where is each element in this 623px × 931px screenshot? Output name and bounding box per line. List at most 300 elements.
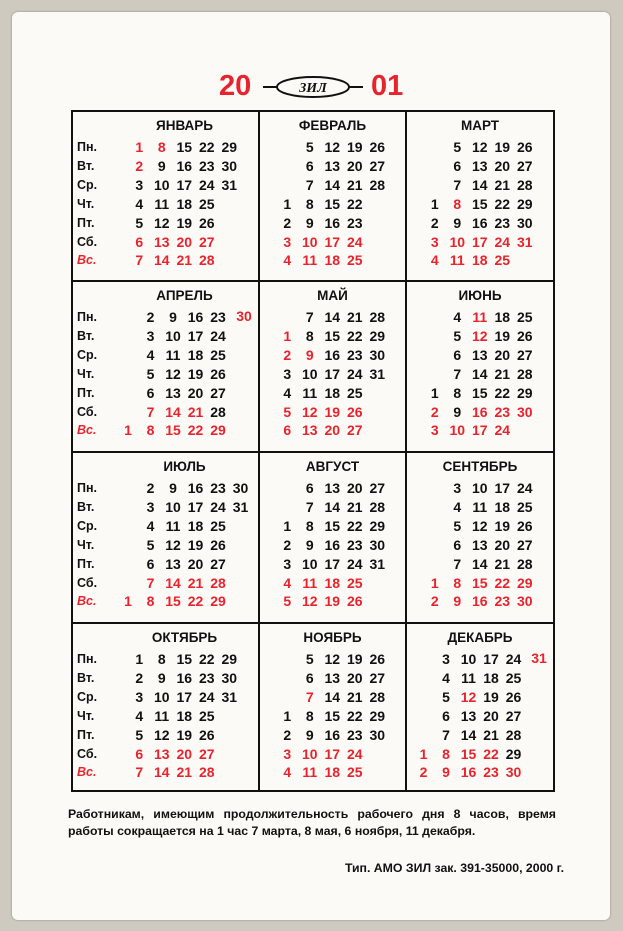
day-number: 12 <box>324 651 341 667</box>
day-number: 16 <box>471 214 488 231</box>
day-number: 24 <box>346 365 363 382</box>
day-number: 20 <box>176 233 193 250</box>
day-number: 26 <box>516 139 533 155</box>
day-number: 22 <box>198 139 215 155</box>
day-number: 31 <box>369 555 386 572</box>
day-number: 20 <box>346 157 363 174</box>
day-number: 19 <box>346 139 363 155</box>
day-number: 30 <box>232 480 249 496</box>
day-number: 16 <box>324 536 341 553</box>
day-number: 30 <box>221 157 238 174</box>
day-number: 24 <box>198 176 215 193</box>
weekday-label: Чт. <box>77 708 95 723</box>
day-number: 28 <box>369 688 386 705</box>
day-number: 9 <box>305 726 314 743</box>
day-number: 11 <box>449 252 465 269</box>
day-number: 9 <box>305 536 314 553</box>
month-name: ДЕКАБРЬ <box>447 630 513 645</box>
day-number: 28 <box>198 252 215 269</box>
day-number: 22 <box>483 745 499 762</box>
day-number: 22 <box>346 707 363 724</box>
day-number: 1 <box>124 593 132 610</box>
day-number: 7 <box>146 403 155 420</box>
day-number: 12 <box>471 139 488 155</box>
day-number: 22 <box>494 384 511 401</box>
day-number: 5 <box>283 593 292 610</box>
day-number: 21 <box>176 252 193 269</box>
day-number: 27 <box>198 745 215 762</box>
day-number: 1 <box>135 139 144 155</box>
day-number: 5 <box>453 139 462 155</box>
day-number: 9 <box>169 480 177 496</box>
day-number: 7 <box>305 498 314 515</box>
day-number: 27 <box>516 157 533 174</box>
day-number: 27 <box>505 707 522 724</box>
day-number: 13 <box>460 707 477 724</box>
weekday-label: Вс. <box>77 765 97 780</box>
day-number: 21 <box>346 176 363 193</box>
day-number: 21 <box>346 309 363 325</box>
day-number: 18 <box>471 252 488 269</box>
day-number: 12 <box>471 327 488 344</box>
day-number: 21 <box>187 574 204 591</box>
day-number: 7 <box>305 176 314 193</box>
day-number: 14 <box>153 764 170 781</box>
day-number: 30 <box>369 726 386 743</box>
day-number: 25 <box>210 517 226 534</box>
day-number: 15 <box>460 745 477 762</box>
day-number: 15 <box>471 574 488 591</box>
day-number: 9 <box>305 346 314 363</box>
day-number: 11 <box>472 309 488 325</box>
weekday-label: Вт. <box>77 158 95 173</box>
day-number: 6 <box>305 669 314 686</box>
day-number: 25 <box>198 195 215 212</box>
day-number: 10 <box>449 233 466 250</box>
day-number: 12 <box>324 139 341 155</box>
day-number: 17 <box>471 422 488 439</box>
day-number: 25 <box>210 346 226 363</box>
weekday-label: Чт. <box>77 366 95 381</box>
month-block <box>111 282 258 452</box>
day-number: 14 <box>324 309 341 325</box>
day-number: 2 <box>283 536 292 553</box>
day-number: 14 <box>471 365 488 382</box>
day-number: 10 <box>153 176 170 193</box>
day-number: 3 <box>146 327 155 344</box>
day-number: 6 <box>453 157 462 174</box>
day-number: 23 <box>494 593 511 610</box>
month-name: ИЮЛЬ <box>163 459 206 474</box>
day-number: 19 <box>494 139 511 155</box>
day-number: 3 <box>146 498 155 515</box>
day-number: 28 <box>210 403 226 420</box>
day-number: 6 <box>135 233 144 250</box>
day-number: 3 <box>135 688 144 705</box>
day-number-overflow: 30 <box>236 308 252 324</box>
day-number: 27 <box>516 346 533 363</box>
day-number: 19 <box>187 365 204 382</box>
day-number: 19 <box>346 651 363 667</box>
day-number: 25 <box>198 707 215 724</box>
day-number: 9 <box>305 214 314 231</box>
month-block <box>111 112 258 282</box>
day-number: 10 <box>471 480 488 496</box>
day-number: 4 <box>135 195 144 212</box>
day-number: 23 <box>346 346 363 363</box>
day-number: 23 <box>346 726 363 743</box>
day-number: 25 <box>516 309 533 325</box>
day-number: 15 <box>471 384 488 401</box>
day-number: 9 <box>453 403 462 420</box>
day-number: 26 <box>505 688 522 705</box>
day-number: 14 <box>324 498 341 515</box>
day-number: 11 <box>302 384 318 401</box>
day-number: 2 <box>430 403 439 420</box>
day-number: 28 <box>516 176 533 193</box>
day-number: 30 <box>505 764 522 781</box>
weekday-label: Вс. <box>77 423 97 438</box>
weekday-label: Пн. <box>77 481 98 495</box>
day-number: 1 <box>283 707 292 724</box>
day-number: 6 <box>453 346 462 363</box>
day-number: 16 <box>460 764 477 781</box>
day-number: 21 <box>346 498 363 515</box>
day-number: 24 <box>210 498 226 515</box>
day-number: 4 <box>442 669 450 686</box>
day-number: 4 <box>135 707 144 724</box>
month-name: СЕНТЯБРЬ <box>442 459 518 474</box>
month-name: МАЙ <box>317 288 348 303</box>
day-number: 28 <box>516 365 533 382</box>
day-number: 18 <box>324 252 341 269</box>
day-number: 23 <box>198 669 215 686</box>
month-name: ЯНВАРЬ <box>156 118 213 133</box>
calendar-header <box>0 68 623 104</box>
day-number: 28 <box>369 176 386 193</box>
month-name: ИЮНЬ <box>458 288 502 303</box>
month-block <box>111 453 258 623</box>
day-number: 15 <box>471 195 488 212</box>
day-number: 26 <box>210 365 226 382</box>
day-number: 23 <box>210 480 226 496</box>
day-number: 28 <box>369 498 386 515</box>
day-number: 30 <box>516 403 533 420</box>
day-number: 4 <box>146 346 155 363</box>
day-number: 9 <box>453 214 462 231</box>
day-number: 30 <box>369 346 386 363</box>
day-number: 22 <box>494 195 511 212</box>
weekday-label: Вс. <box>77 594 97 609</box>
day-number: 26 <box>516 327 533 344</box>
day-number: 11 <box>154 707 170 724</box>
day-number: 19 <box>494 327 511 344</box>
day-number: 18 <box>494 309 511 325</box>
day-number: 28 <box>369 309 386 325</box>
day-number: 5 <box>283 403 292 420</box>
day-number: 24 <box>198 688 215 705</box>
month-block <box>407 282 553 452</box>
day-number: 8 <box>453 195 462 212</box>
day-number: 8 <box>453 384 462 401</box>
day-number: 14 <box>471 555 488 572</box>
day-number: 7 <box>453 555 462 572</box>
month-block <box>407 453 553 623</box>
day-number: 20 <box>494 157 511 174</box>
day-number: 30 <box>516 214 533 231</box>
day-number: 26 <box>516 517 533 534</box>
day-number: 8 <box>442 745 450 762</box>
day-number: 17 <box>187 498 204 515</box>
day-number: 20 <box>187 384 204 401</box>
day-number: 30 <box>369 536 386 553</box>
day-number: 19 <box>324 403 341 420</box>
day-number: 10 <box>153 688 170 705</box>
day-number: 29 <box>221 139 238 155</box>
day-number: 25 <box>494 252 511 269</box>
day-number: 18 <box>176 195 193 212</box>
day-number: 6 <box>453 536 462 553</box>
day-number: 30 <box>221 669 238 686</box>
day-number: 12 <box>301 593 318 610</box>
day-number: 20 <box>494 346 511 363</box>
day-number: 3 <box>283 365 292 382</box>
weekday-label: Вт. <box>77 499 95 514</box>
day-number: 27 <box>516 536 533 553</box>
day-number: 17 <box>324 745 341 762</box>
day-number: 9 <box>157 157 166 174</box>
day-number: 22 <box>198 651 215 667</box>
day-number: 8 <box>157 139 166 155</box>
weekday-label: Сб. <box>77 234 98 249</box>
day-number: 26 <box>346 403 363 420</box>
day-number: 8 <box>453 574 462 591</box>
day-number: 16 <box>471 593 488 610</box>
day-number: 8 <box>146 593 155 610</box>
day-number: 18 <box>187 346 204 363</box>
day-number: 5 <box>453 517 462 534</box>
day-number: 3 <box>453 480 462 496</box>
day-number: 29 <box>369 707 386 724</box>
day-number: 2 <box>135 157 144 174</box>
weekday-label: Чт. <box>77 537 95 552</box>
day-number: 16 <box>471 403 488 420</box>
day-number: 24 <box>346 233 363 250</box>
day-number: 15 <box>176 651 193 667</box>
day-number: 24 <box>210 327 226 344</box>
day-number: 25 <box>505 669 522 686</box>
day-number: 26 <box>210 536 226 553</box>
day-number: 1 <box>283 517 292 534</box>
month-name: ОКТЯБРЬ <box>151 630 218 645</box>
day-number: 10 <box>460 651 477 667</box>
day-number: 11 <box>302 574 318 591</box>
day-number: 14 <box>460 726 477 743</box>
day-number: 11 <box>302 252 318 269</box>
day-number: 7 <box>146 574 155 591</box>
day-number: 6 <box>283 422 292 439</box>
day-number: 15 <box>324 707 341 724</box>
day-number: 3 <box>430 422 439 439</box>
day-number: 27 <box>346 422 363 439</box>
day-number: 27 <box>369 157 386 174</box>
month-name: НОЯБРЬ <box>303 630 362 645</box>
day-number: 31 <box>369 365 386 382</box>
day-number: 13 <box>324 480 341 496</box>
weekday-label: Ср. <box>77 518 98 533</box>
day-number: 4 <box>146 517 155 534</box>
weekday-label: Сб. <box>77 746 98 761</box>
day-number: 21 <box>187 403 204 420</box>
day-number: 13 <box>471 536 488 553</box>
day-number: 16 <box>324 346 341 363</box>
day-number: 15 <box>324 195 341 212</box>
day-number: 10 <box>301 555 318 572</box>
day-number: 27 <box>369 669 386 686</box>
day-number: 16 <box>176 669 193 686</box>
day-number: 26 <box>369 139 386 155</box>
day-number: 2 <box>430 214 439 231</box>
day-number: 31 <box>221 176 238 193</box>
day-number: 22 <box>346 195 363 212</box>
day-number: 17 <box>176 688 193 705</box>
day-number: 4 <box>453 498 462 515</box>
day-number: 6 <box>305 157 314 174</box>
day-number: 13 <box>324 157 341 174</box>
zil-logo <box>263 76 363 98</box>
day-number: 18 <box>324 764 341 781</box>
day-number: 2 <box>146 480 155 496</box>
day-number: 8 <box>146 422 155 439</box>
day-number: 11 <box>165 517 181 534</box>
day-number: 28 <box>210 574 226 591</box>
day-number: 21 <box>483 726 499 743</box>
day-number: 28 <box>505 726 522 743</box>
day-number: 20 <box>346 669 363 686</box>
day-number: 23 <box>346 536 363 553</box>
day-number: 7 <box>135 764 144 781</box>
day-number: 30 <box>516 593 533 610</box>
day-number: 10 <box>301 365 318 382</box>
day-number: 21 <box>494 176 511 193</box>
day-number: 19 <box>176 726 193 743</box>
day-number: 29 <box>516 574 533 591</box>
day-number: 13 <box>471 346 488 363</box>
day-number: 29 <box>516 384 533 401</box>
day-number: 5 <box>453 327 462 344</box>
weekday-label: Пт. <box>77 727 95 742</box>
day-number: 24 <box>494 422 511 439</box>
day-number: 11 <box>461 669 476 686</box>
day-number: 6 <box>146 555 155 572</box>
day-number: 4 <box>430 252 439 269</box>
day-number: 2 <box>135 669 144 686</box>
day-number: 31 <box>516 233 533 250</box>
day-number: 17 <box>176 176 193 193</box>
day-number: 11 <box>472 498 488 515</box>
day-number: 26 <box>198 214 215 231</box>
day-number: 2 <box>419 764 428 781</box>
day-number: 21 <box>346 688 363 705</box>
day-number: 17 <box>187 327 204 344</box>
day-number: 8 <box>305 327 314 344</box>
day-number: 5 <box>135 214 144 231</box>
imprint-text: Тип. АМО ЗИЛ зак. 391-35000, 2000 г. <box>344 861 564 875</box>
day-number: 12 <box>165 365 181 382</box>
day-number: 23 <box>346 214 363 231</box>
day-number: 3 <box>135 176 144 193</box>
day-number: 21 <box>494 555 511 572</box>
day-number: 29 <box>369 517 386 534</box>
weekday-label: Пт. <box>77 385 95 400</box>
day-number: 6 <box>442 707 450 724</box>
day-number: 13 <box>165 384 181 401</box>
day-number: 23 <box>483 764 499 781</box>
day-number: 15 <box>165 422 181 439</box>
day-number: 12 <box>460 688 477 705</box>
month-block <box>407 112 553 282</box>
day-number: 1 <box>283 327 292 344</box>
day-number: 19 <box>187 536 204 553</box>
day-number: 7 <box>453 176 462 193</box>
day-number: 24 <box>346 555 363 572</box>
day-number: 5 <box>135 726 144 743</box>
day-number: 21 <box>176 764 193 781</box>
day-number: 8 <box>305 707 314 724</box>
day-number: 13 <box>471 157 488 174</box>
day-number: 23 <box>198 157 215 174</box>
day-number: 19 <box>483 688 499 705</box>
weekday-label: Пн. <box>77 652 98 666</box>
day-number: 31 <box>221 688 238 705</box>
weekday-label: Вт. <box>77 670 95 685</box>
day-number: 22 <box>346 517 363 534</box>
weekday-label: Ср. <box>77 689 98 704</box>
day-number: 7 <box>442 726 450 743</box>
day-number: 20 <box>346 480 363 496</box>
day-number: 14 <box>324 176 341 193</box>
day-number: 25 <box>346 574 363 591</box>
weekday-label: Сб. <box>77 404 98 419</box>
day-number: 21 <box>494 365 511 382</box>
day-number: 19 <box>324 593 341 610</box>
day-number: 20 <box>324 422 341 439</box>
day-number: 14 <box>471 176 488 193</box>
day-number: 4 <box>283 764 292 781</box>
day-number: 15 <box>176 139 193 155</box>
day-number: 9 <box>442 764 450 781</box>
day-number: 27 <box>198 233 215 250</box>
day-number: 17 <box>324 233 341 250</box>
day-number: 6 <box>135 745 144 762</box>
weekday-label: Ср. <box>77 347 98 362</box>
day-number: 20 <box>187 555 204 572</box>
day-number: 13 <box>324 669 341 686</box>
day-number: 1 <box>430 195 439 212</box>
day-number: 15 <box>324 327 341 344</box>
day-number: 27 <box>210 384 226 401</box>
day-number: 26 <box>369 651 386 667</box>
month-block <box>111 624 258 794</box>
weekday-label: Сб. <box>77 575 98 590</box>
month-name: МАРТ <box>460 118 500 133</box>
weekday-label: Чт. <box>77 196 95 211</box>
day-number: 3 <box>283 233 292 250</box>
day-number: 3 <box>430 233 439 250</box>
day-number: 13 <box>301 422 318 439</box>
day-number: 12 <box>165 536 181 553</box>
day-number: 16 <box>187 309 204 325</box>
